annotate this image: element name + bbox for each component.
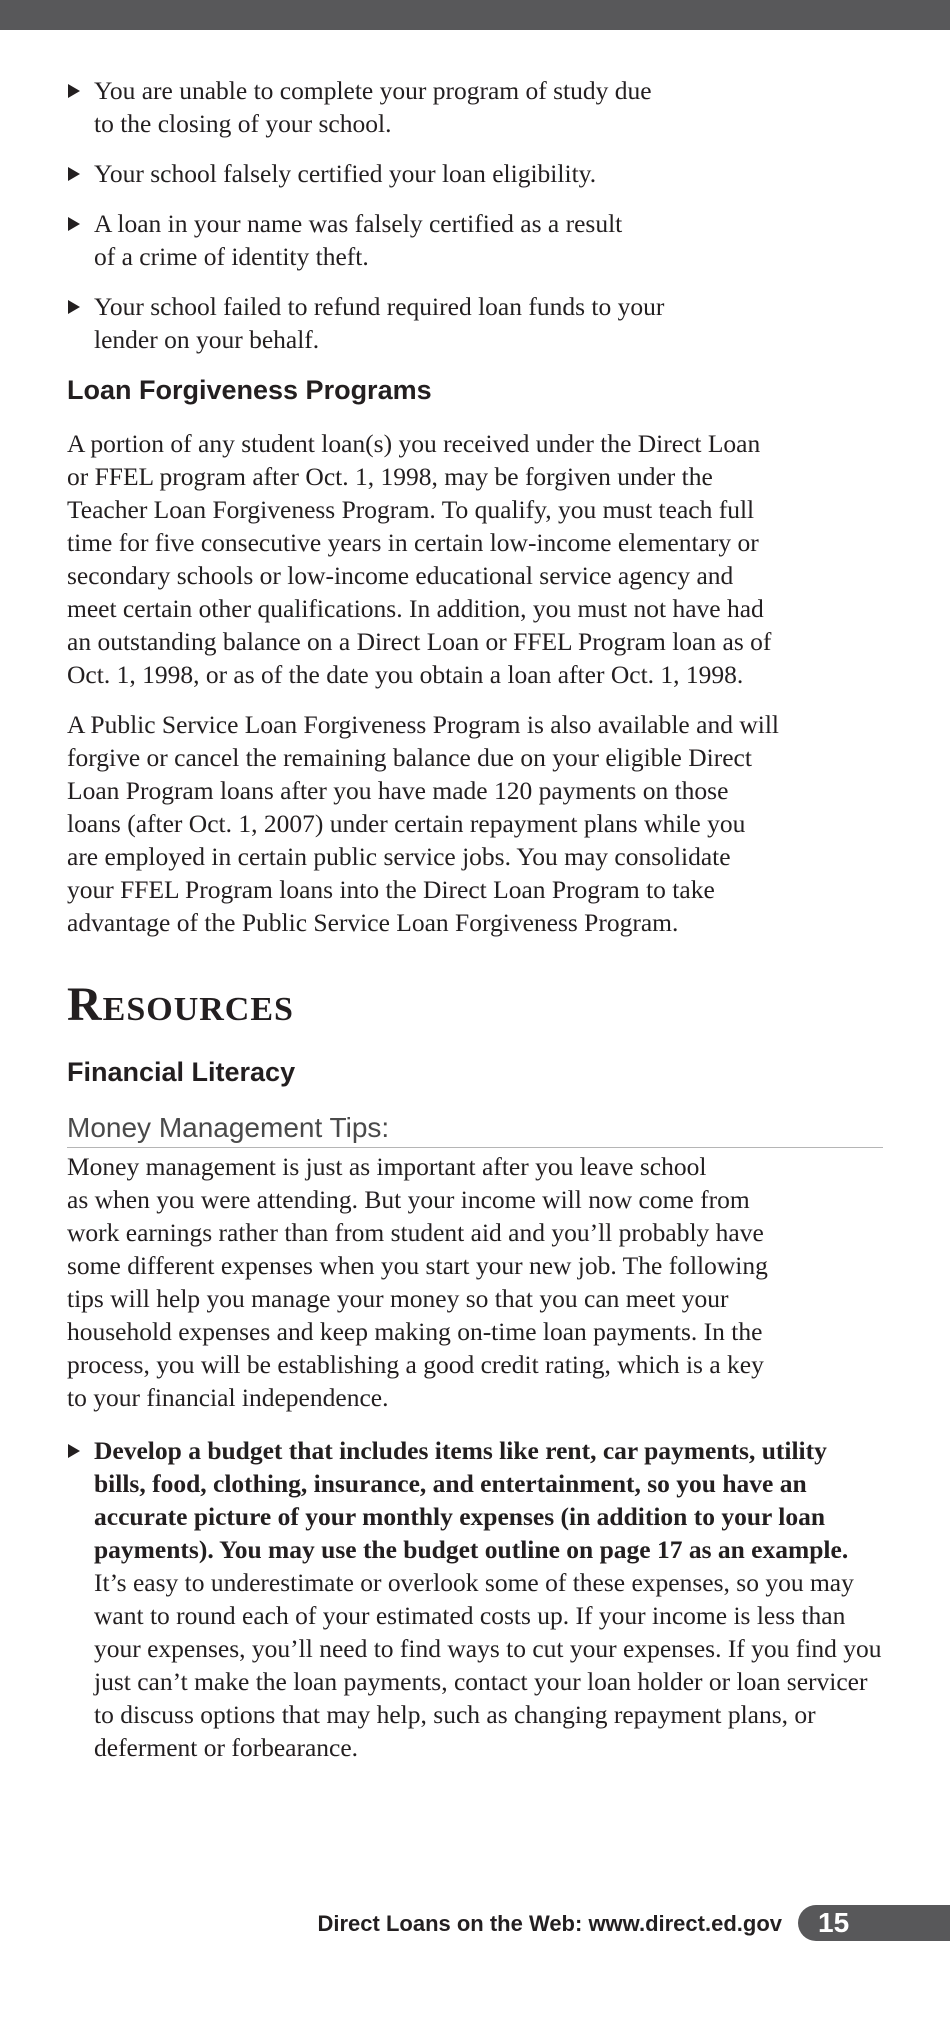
list-item (67, 207, 883, 273)
list-item-text: Your school falsely certified your loan eligibility. (94, 159, 597, 188)
footer (0, 1905, 950, 1941)
budget-tip-bold: Develop a budget that includes items like rent, car payments, utility bills, food, clothing, insurance, and entertainment, so you have an accurate picture of your monthly expenses (in addition to your loan payments). You may use the budget outline on page 17 as an example. (94, 1436, 849, 1564)
bullet-arrow-icon (68, 167, 80, 181)
list-item (67, 157, 883, 190)
bullet-arrow-icon (68, 217, 80, 231)
bullet-arrow-icon (68, 84, 80, 98)
discharge-conditions-list (67, 74, 883, 356)
financial-literacy-heading: Financial Literacy (67, 1057, 296, 1087)
list-item (67, 290, 883, 356)
list-item-text: You are unable to complete your program of study due to the closing of your school. (94, 76, 652, 138)
resources-heading: Resources (67, 978, 294, 1031)
footer-label: Direct Loans on the Web: (317, 1911, 589, 1936)
top-bar (0, 0, 950, 30)
bullet-arrow-icon (68, 300, 80, 314)
list-item-text: Your school failed to refund required loan funds to your lender on your behalf. (94, 292, 665, 354)
loan-forgiveness-heading: Loan Forgiveness Programs (67, 375, 432, 405)
public-service-forgiveness-paragraph: A Public Service Loan Forgiveness Program is also available and will forgive or cancel the remaining balance due on your eligible Direct Loan Program loans after you have made 120 payments on those loans (after Oct. 1, 2007) under certain repayment plans while you are employed in certain public service jobs. You may consolidate your FFEL Program loans into the Direct Loan Program to take advantage of the Public Service Loan Forgiveness Program. (67, 710, 779, 937)
teacher-forgiveness-paragraph: A portion of any student loan(s) you received under the Direct Loan or FFEL program after Oct. 1, 1998, may be forgiven under the Teacher Loan Forgiveness Program. To qualify, you must teach full time for five consecutive years in certain low-income elementary or secondary schools or low-income educational service agency and meet certain other qualifications. In addition, you must not have had an outstanding balance on a Direct Loan or FFEL Program loan as of Oct. 1, 1998, or as of the date you obtain a loan after Oct. 1, 1998. (67, 429, 772, 689)
bullet-arrow-icon (68, 1444, 80, 1458)
page-number-tab (798, 1905, 950, 1941)
budget-tip-text: It’s easy to underestimate or overlook some of these expenses, so you may want to round each of your estimated costs up. If your income is less than your expenses, you’ll need to find ways to cut your expenses. If you find you just can’t make the loan payments, contact your loan holder or loan servicer to discuss options that may help, such as changing repayment plans, or deferment or forbearance. (94, 1568, 882, 1762)
footer-text (317, 1909, 782, 1939)
money-management-intro: Money management is just as important after you leave school as when you were attending. But your income will now come from work earnings rather than from student aid and you’ll probably have some different expenses when you start your new job. The following tips will help you manage your money so that you can meet your household expenses and keep making on-time loan payments. In the process, you will be establishing a good credit rating, which is a key to your financial independence. (67, 1152, 768, 1412)
footer-url[interactable]: www.direct.ed.gov (588, 1911, 782, 1936)
list-item-text: A loan in your name was falsely certified as a result of a crime of identity theft. (94, 209, 623, 271)
page-number: 15 (818, 1907, 850, 1938)
list-item (67, 1434, 883, 1764)
list-item (67, 74, 883, 140)
money-management-tips-title: Money Management Tips: (67, 1109, 883, 1148)
tips-list (67, 1434, 883, 1764)
page-content (67, 74, 883, 1781)
